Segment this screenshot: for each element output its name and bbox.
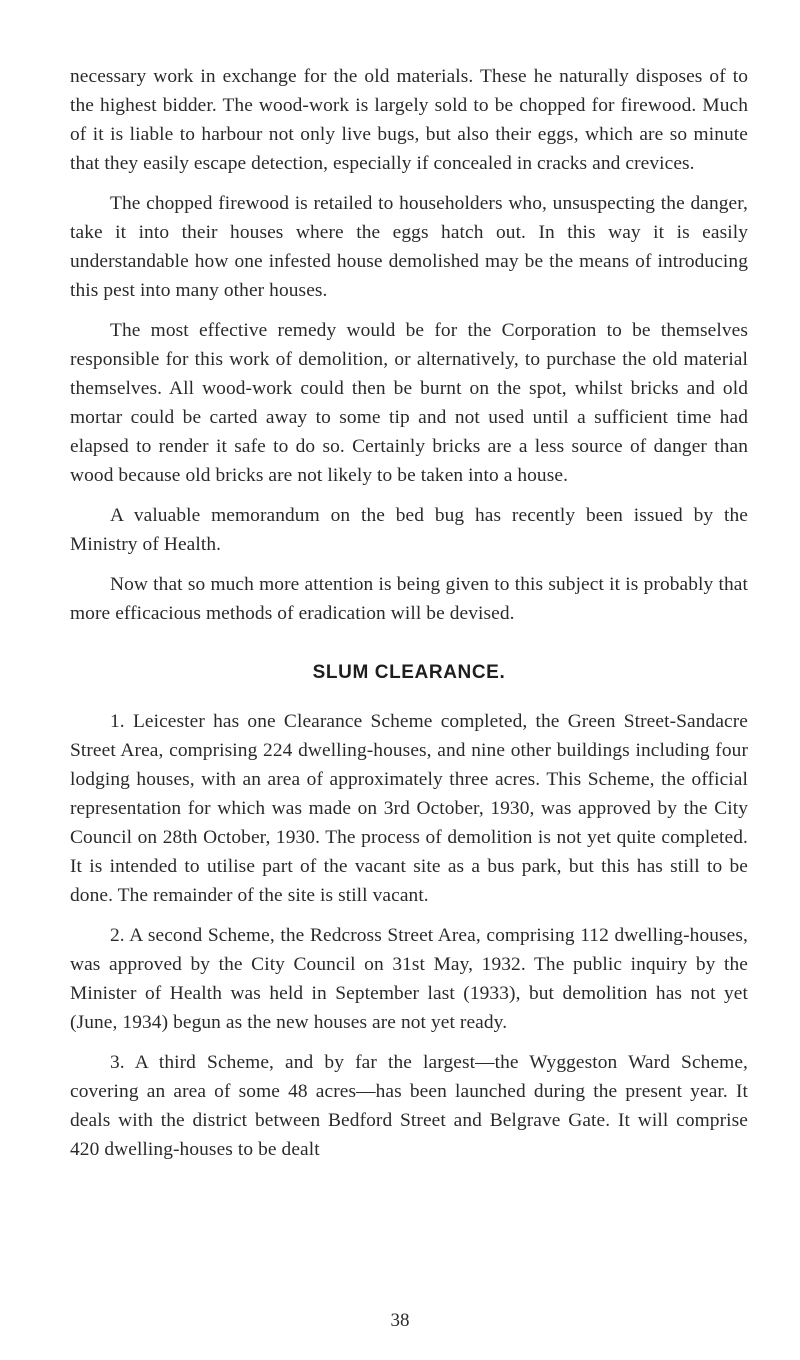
- paragraph-attention: Now that so much more attention is being given to this subject it is probably that more efficacious methods of eradication will be devised.: [70, 574, 748, 624]
- paragraph-firewood: The chopped firewood is retailed to householders who, unsuspecting the danger, take it into their houses where the eggs hatch out. In this way it is easily understandable how one infested house demolished may be the means of introducing this pest into many other houses.: [70, 193, 748, 301]
- paragraph-scheme-3: 3. A third Scheme, and by far the largest—the Wyggeston Ward Scheme, covering an area of some 48 acres—has been launched during the present year. It deals with the district between Bedford Street and Belgrave Gate. It will comprise 420 dwelling-houses to be dealt: [70, 1052, 748, 1160]
- page-number: 38: [390, 1310, 410, 1331]
- section-heading: SLUM CLEARANCE.: [312, 662, 506, 683]
- page-body: [70, 62, 748, 1175]
- paragraph-remedy: The most effective remedy would be for the Corporation to be themselves responsible for this work of demolition, or alternatively, to purchase the old material themselves. All wood-work could then be burnt on the spot, whilst bricks and old mortar could be carted away to some tip and not used until a sufficient time had elapsed to render it safe to do so. Certainly bricks are a less source of danger than wood because old bricks are not likely to be taken into a house.: [70, 320, 748, 486]
- paragraph-continued: necessary work in exchange for the old materials. These he naturally disposes of to the highest bidder. The wood-work is largely sold to be chopped for firewood. Much of it is liable to harbour not only live bugs, but also their eggs, which are so minute that they easily escape detection, especially if concealed in cracks and crevices.: [70, 66, 748, 174]
- paragraph-scheme-2: 2. A second Scheme, the Redcross Street Area, comprising 112 dwelling-houses, was approved by the City Council on 31st May, 1932. The public inquiry by the Minister of Health was held in September last (1933), but demolition has not yet (June, 1934) begun as the new houses are not yet ready.: [70, 925, 748, 1033]
- paragraph-scheme-1: 1. Leicester has one Clearance Scheme completed, the Green Street-Sandacre Street Area, comprising 224 dwelling-houses, and nine other buildings including four lodging houses, with an area of approximately three acres. This Scheme, the official representation for which was made on 3rd October, 1930, was approved by the City Council on 28th October, 1930. The process of demolition is not yet quite completed. It is intended to utilise part of the vacant site as a bus park, but this has still to be done. The remainder of the site is still vacant.: [70, 711, 748, 906]
- paragraph-memorandum: A valuable memorandum on the bed bug has recently been issued by the Ministry of Health.: [70, 505, 748, 555]
